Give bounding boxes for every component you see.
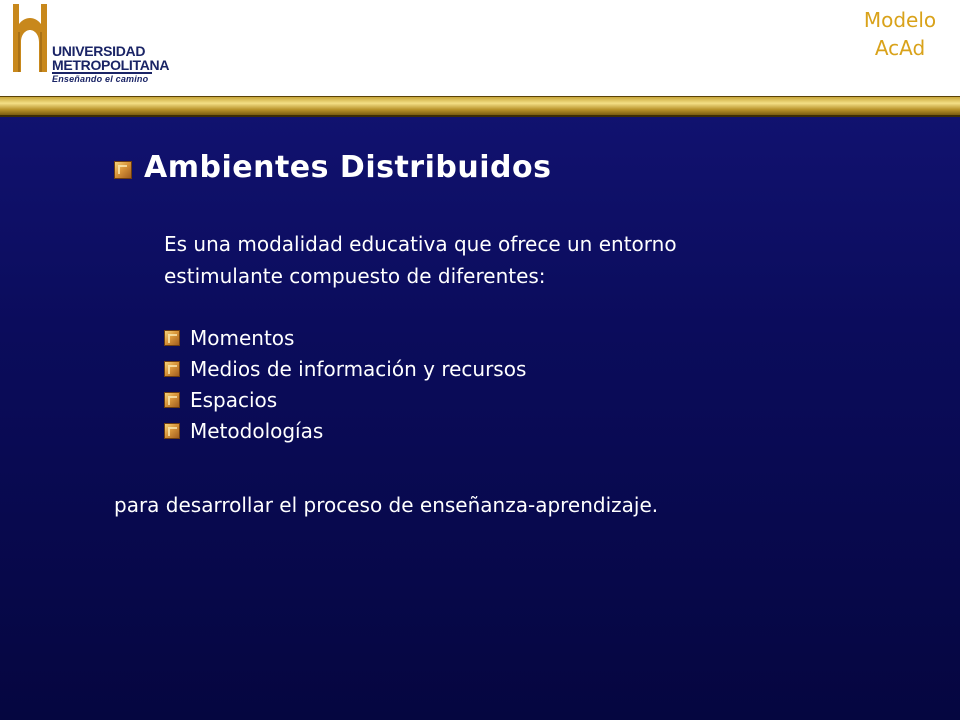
list-item: [164, 415, 526, 446]
model-label-line2: AcAd: [874, 36, 926, 60]
bullet-icon: [164, 330, 180, 346]
list-item-label: Momentos: [190, 325, 295, 350]
model-label: [854, 6, 946, 62]
logo-tagline: Enseñando el camino: [52, 72, 152, 84]
list-item: [164, 322, 526, 353]
description-line-2: estimulante compuesto de diferentes:: [164, 264, 546, 288]
logo-name: UNIVERSIDAD METROPOLITANA: [52, 43, 170, 73]
header-bar: [0, 0, 960, 98]
bullet-icon: [164, 392, 180, 408]
university-logo-icon: [10, 4, 50, 84]
slide-title: Ambientes Distribuidos: [144, 150, 552, 185]
bullet-icon: [164, 423, 180, 439]
list-item: [164, 353, 526, 384]
closing-text: para desarrollar el proceso de enseñanza-aprendizaje.: [114, 493, 659, 517]
list-item-label: Medios de información y recursos: [190, 356, 527, 381]
slide-description: [164, 228, 864, 292]
title-row: [114, 150, 551, 185]
list-item-label: Espacios: [190, 387, 278, 412]
list-item: [164, 384, 526, 415]
list-item-label: Metodologías: [190, 418, 324, 443]
header-divider: [0, 96, 960, 117]
description-line-1: Es una modalidad educativa que ofrece un entorno: [164, 232, 677, 256]
model-label-line1: Modelo: [863, 8, 937, 32]
bullet-icon: [114, 161, 132, 179]
bullet-list: [164, 322, 526, 446]
bullet-icon: [164, 361, 180, 377]
